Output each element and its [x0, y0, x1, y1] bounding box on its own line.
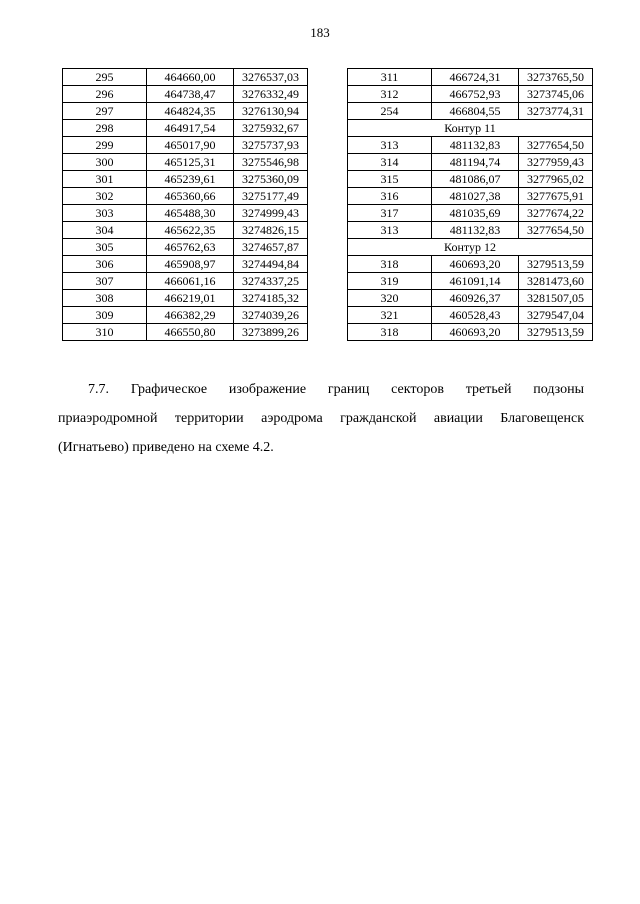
point-number-cell: 313: [348, 137, 432, 154]
x-coordinate-cell: 466382,29: [147, 307, 234, 324]
table-row: [348, 171, 593, 188]
x-coordinate-cell: 466752,93: [432, 86, 519, 103]
point-number-cell: 312: [348, 86, 432, 103]
y-coordinate-cell: 3275737,93: [234, 137, 308, 154]
table-row: [63, 103, 308, 120]
x-coordinate-cell: 466804,55: [432, 103, 519, 120]
point-number-cell: 313: [348, 222, 432, 239]
y-coordinate-cell: 3277654,50: [519, 222, 593, 239]
y-coordinate-cell: 3274185,32: [234, 290, 308, 307]
section-paragraph: [58, 375, 584, 462]
point-number-cell: 254: [348, 103, 432, 120]
x-coordinate-cell: 464917,54: [147, 120, 234, 137]
point-number-cell: 321: [348, 307, 432, 324]
y-coordinate-cell: 3279513,59: [519, 256, 593, 273]
x-coordinate-cell: 481132,83: [432, 222, 519, 239]
point-number-cell: 320: [348, 290, 432, 307]
x-coordinate-cell: 461091,14: [432, 273, 519, 290]
table-row: [348, 256, 593, 273]
table-row: [63, 154, 308, 171]
point-number-cell: 314: [348, 154, 432, 171]
table-row: [63, 222, 308, 239]
y-coordinate-cell: 3276537,03: [234, 69, 308, 86]
point-number-cell: 305: [63, 239, 147, 256]
y-coordinate-cell: 3279547,04: [519, 307, 593, 324]
y-coordinate-cell: 3274337,25: [234, 273, 308, 290]
x-coordinate-cell: 465239,61: [147, 171, 234, 188]
table-row: [63, 86, 308, 103]
table-row: [63, 205, 308, 222]
point-number-cell: 316: [348, 188, 432, 205]
point-number-cell: 301: [63, 171, 147, 188]
table-row: [348, 137, 593, 154]
table-row: [348, 273, 593, 290]
x-coordinate-cell: 465622,35: [147, 222, 234, 239]
table-row: [63, 307, 308, 324]
y-coordinate-cell: 3273745,06: [519, 86, 593, 103]
point-number-cell: 317: [348, 205, 432, 222]
y-coordinate-cell: 3274494,84: [234, 256, 308, 273]
point-number-cell: 295: [63, 69, 147, 86]
table-row: [348, 324, 593, 341]
x-coordinate-cell: 460926,37: [432, 290, 519, 307]
table-row: [63, 188, 308, 205]
x-coordinate-cell: 466061,16: [147, 273, 234, 290]
table-row: [348, 239, 593, 256]
point-number-cell: 298: [63, 120, 147, 137]
point-number-cell: 318: [348, 256, 432, 273]
y-coordinate-cell: 3275546,98: [234, 154, 308, 171]
y-coordinate-cell: 3275360,09: [234, 171, 308, 188]
point-number-cell: 302: [63, 188, 147, 205]
x-coordinate-cell: 466724,31: [432, 69, 519, 86]
point-number-cell: 296: [63, 86, 147, 103]
y-coordinate-cell: 3277674,22: [519, 205, 593, 222]
x-coordinate-cell: 464824,35: [147, 103, 234, 120]
point-number-cell: 311: [348, 69, 432, 86]
paragraph-line: приаэродромной территории аэродрома гражданской авиации Благовещенск: [58, 411, 584, 426]
table-row: [348, 188, 593, 205]
point-number-cell: 315: [348, 171, 432, 188]
x-coordinate-cell: 481027,38: [432, 188, 519, 205]
y-coordinate-cell: 3279513,59: [519, 324, 593, 341]
y-coordinate-cell: 3277654,50: [519, 137, 593, 154]
table-row: [63, 290, 308, 307]
y-coordinate-cell: 3281473,60: [519, 273, 593, 290]
x-coordinate-cell: 460528,43: [432, 307, 519, 324]
table-row: [348, 86, 593, 103]
point-number-cell: 318: [348, 324, 432, 341]
table-row: [348, 69, 593, 86]
y-coordinate-cell: 3273774,31: [519, 103, 593, 120]
table-row: [63, 171, 308, 188]
y-coordinate-cell: 3276332,49: [234, 86, 308, 103]
page-number: 183: [310, 25, 330, 40]
coordinates-table-left: [62, 68, 308, 341]
table-row: [348, 205, 593, 222]
x-coordinate-cell: 464660,00: [147, 69, 234, 86]
x-coordinate-cell: 481035,69: [432, 205, 519, 222]
point-number-cell: 306: [63, 256, 147, 273]
contour-header: Контур 11: [348, 120, 593, 137]
x-coordinate-cell: 481086,07: [432, 171, 519, 188]
x-coordinate-cell: 465360,66: [147, 188, 234, 205]
point-number-cell: 299: [63, 137, 147, 154]
y-coordinate-cell: 3275177,49: [234, 188, 308, 205]
y-coordinate-cell: 3273899,26: [234, 324, 308, 341]
y-coordinate-cell: 3277675,91: [519, 188, 593, 205]
point-number-cell: 297: [63, 103, 147, 120]
y-coordinate-cell: 3274657,87: [234, 239, 308, 256]
table-row: [348, 103, 593, 120]
table-row: [348, 120, 593, 137]
point-number-cell: 300: [63, 154, 147, 171]
y-coordinate-cell: 3274999,43: [234, 205, 308, 222]
table-row: [348, 290, 593, 307]
point-number-cell: 303: [63, 205, 147, 222]
table-row: [348, 154, 593, 171]
paragraph-line: 7.7. Графическое изображение границ секторов третьей подзоны: [88, 382, 584, 397]
point-number-cell: 304: [63, 222, 147, 239]
point-number-cell: 309: [63, 307, 147, 324]
x-coordinate-cell: 465762,63: [147, 239, 234, 256]
x-coordinate-cell: 465488,30: [147, 205, 234, 222]
table-row: [63, 120, 308, 137]
y-coordinate-cell: 3277965,02: [519, 171, 593, 188]
x-coordinate-cell: 466219,01: [147, 290, 234, 307]
y-coordinate-cell: 3275932,67: [234, 120, 308, 137]
point-number-cell: 310: [63, 324, 147, 341]
table-row: [63, 273, 308, 290]
table-row: [63, 256, 308, 273]
point-number-cell: 319: [348, 273, 432, 290]
x-coordinate-cell: 465908,97: [147, 256, 234, 273]
contour-header: Контур 12: [348, 239, 593, 256]
x-coordinate-cell: 481194,74: [432, 154, 519, 171]
x-coordinate-cell: 460693,20: [432, 324, 519, 341]
x-coordinate-cell: 465017,90: [147, 137, 234, 154]
table-row: [63, 324, 308, 341]
paragraph-line: (Игнатьево) приведено на схеме 4.2.: [58, 440, 274, 455]
point-number-cell: 307: [63, 273, 147, 290]
coordinates-table-right: [347, 68, 593, 341]
x-coordinate-cell: 460693,20: [432, 256, 519, 273]
point-number-cell: 308: [63, 290, 147, 307]
x-coordinate-cell: 464738,47: [147, 86, 234, 103]
y-coordinate-cell: 3274039,26: [234, 307, 308, 324]
x-coordinate-cell: 481132,83: [432, 137, 519, 154]
y-coordinate-cell: 3281507,05: [519, 290, 593, 307]
table-row: [348, 222, 593, 239]
y-coordinate-cell: 3276130,94: [234, 103, 308, 120]
table-row: [348, 307, 593, 324]
x-coordinate-cell: 466550,80: [147, 324, 234, 341]
table-row: [63, 69, 308, 86]
y-coordinate-cell: 3273765,50: [519, 69, 593, 86]
y-coordinate-cell: 3274826,15: [234, 222, 308, 239]
x-coordinate-cell: 465125,31: [147, 154, 234, 171]
y-coordinate-cell: 3277959,43: [519, 154, 593, 171]
table-row: [63, 239, 308, 256]
table-row: [63, 137, 308, 154]
